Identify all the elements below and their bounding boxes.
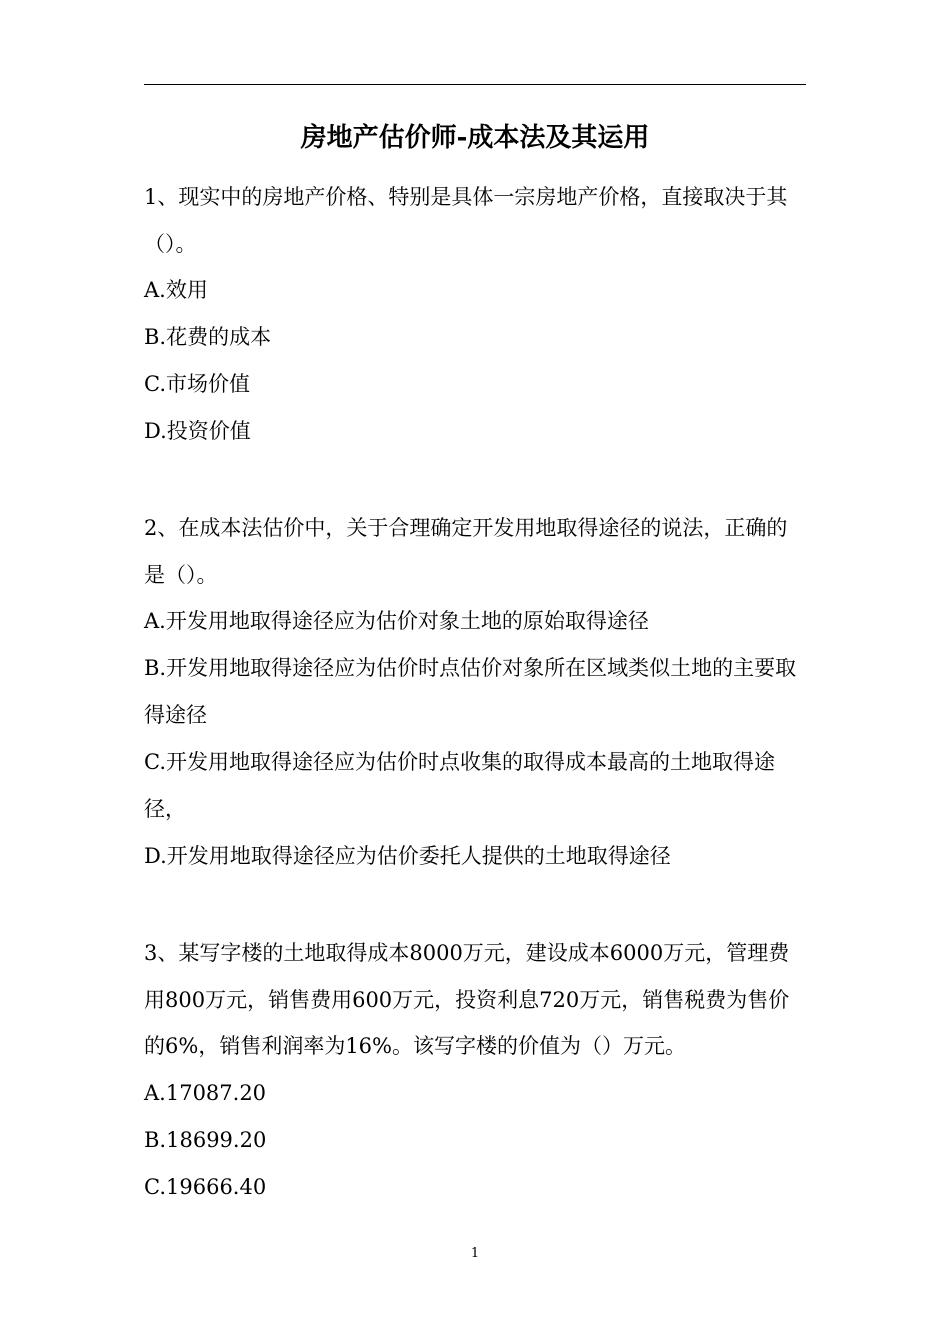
question-2-option-a: A.开发用地取得途径应为估价对象土地的原始取得途径 (144, 609, 649, 633)
document-title: 房地产估价师-成本法及其运用 (300, 123, 650, 153)
page-number: 1 (470, 1246, 480, 1261)
question-3 (144, 930, 808, 1211)
question-1-option-a: A.效用 (144, 278, 208, 302)
question-2 (144, 505, 808, 880)
question-3-text: 3、某写字楼的土地取得成本8000万元，建设成本6000万元，管理费用800万元，销售费用600万元，投资利息720万元，销售税费为售价的6%，销售利润率为16%。该写字楼的价值为（）万元。 (144, 941, 790, 1058)
question-2-option-b: B.开发用地取得途径应为估价时点估价对象所在区域类似土地的主要取得途径 (144, 656, 797, 727)
header-rule (144, 84, 806, 85)
question-3-option-c: C.19666.40 (144, 1174, 267, 1199)
question-1-option-b: B.花费的成本 (144, 325, 272, 349)
document-body (144, 174, 808, 1261)
question-1-option-c: C.市场价值 (144, 372, 250, 396)
question-2-option-c: C.开发用地取得途径应为估价时点收集的取得成本最高的土地取得途径， (144, 750, 775, 821)
question-2-text: 2、在成本法估价中，关于合理确定开发用地取得途径的说法，正确的是（）。 (144, 516, 788, 587)
question-3-option-a: A.17087.20 (144, 1080, 267, 1105)
question-2-option-d: D.开发用地取得途径应为估价委托人提供的土地取得途径 (144, 844, 671, 868)
question-1 (144, 174, 808, 455)
question-1-text: 1、现实中的房地产价格、特别是具体一宗房地产价格，直接取决于其（）。 (144, 185, 788, 256)
question-1-option-d: D.投资价值 (144, 419, 251, 443)
question-3-option-b: B.18699.20 (144, 1127, 267, 1152)
